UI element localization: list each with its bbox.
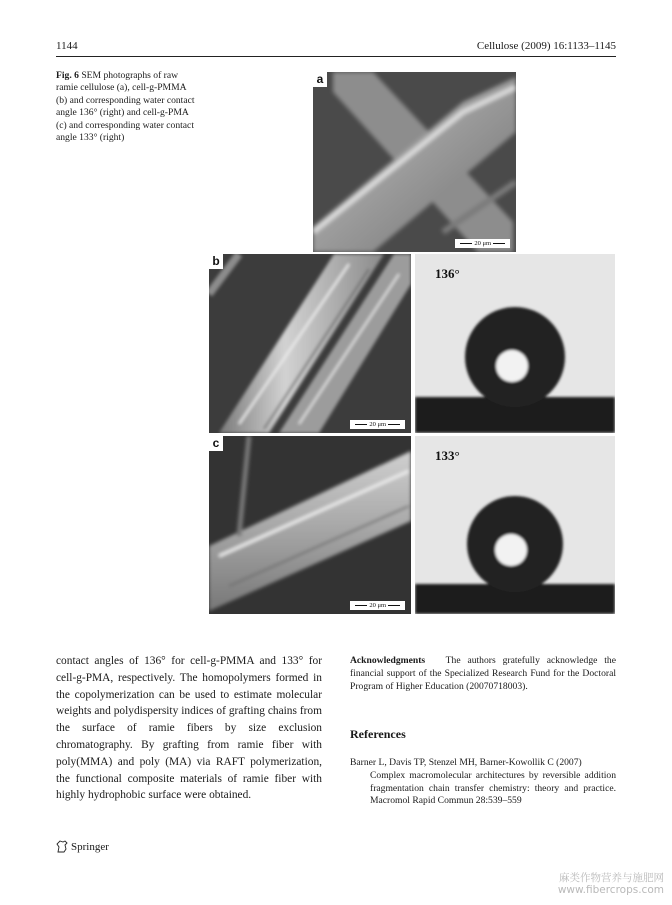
sem-panel-c	[209, 436, 411, 614]
scale-bar-c: 20 μm	[350, 601, 405, 610]
sem-panel-a	[313, 72, 516, 252]
footer	[56, 840, 109, 853]
panel-label-b: b	[209, 254, 223, 269]
figure-caption	[56, 70, 196, 144]
watermark-chinese: 麻类作物营养与施肥网	[559, 872, 664, 884]
reference-details: Complex macromolecular architectures by reversible addition fragmentation chain transfer chemistry: theory and practice. Macromol Rapid Commun 28:539–559	[370, 769, 616, 807]
journal-header: Cellulose (2009) 16:1133–1145	[476, 40, 616, 52]
references-heading: References	[350, 727, 406, 741]
acknowledgments-text: The authors gratefully acknowledge the financial support of the Specialized Research Fund for the Doctoral Program of Higher Education (20070718003).	[350, 655, 616, 692]
acknowledgments-heading: Acknowledgments	[350, 655, 426, 666]
watermark-url: www.fibercrops.com	[557, 884, 664, 896]
scale-bar-b: 20 μm	[350, 420, 405, 429]
contact-angle-b: 136°	[435, 266, 460, 281]
sem-image-c	[209, 436, 411, 614]
acknowledgments	[350, 654, 616, 693]
publisher-name: Springer	[71, 840, 109, 853]
panel-label-a: a	[313, 72, 327, 87]
springer-horse-icon	[56, 840, 68, 853]
reference-item	[350, 757, 616, 808]
panel-label-c: c	[209, 436, 223, 451]
caption-label: Fig. 6	[56, 70, 79, 81]
sem-panel-b	[209, 254, 411, 433]
reference-authors: Barner L, Davis TP, Stenzel MH, Barner-Kowollik C (2007)	[350, 757, 582, 768]
contact-angle-panel-b	[415, 254, 615, 433]
watermark	[558, 872, 664, 896]
body-paragraph: contact angles of 136° for cell-g-PMMA and 133° for cell-g-PMA, respectively. The homopolymers formed in the copolymerization can be used to estimate molecular weights and polydispersity indices of grafting chains from the surface of ramie fibers by size exclusion chromatography. By grafting from ramie fiber with poly(MMA) and poly (MA) via RAFT polymerization, the functional composite materials of ramie fiber with highly hydrophobic surface were obtained.	[56, 655, 322, 802]
sem-image-b	[209, 254, 411, 433]
page-number: 1144	[56, 40, 78, 52]
scale-bar-a: 20 μm	[455, 239, 510, 248]
caption-text: SEM photographs of raw ramie cellulose (a), cell-g-PMMA (b) and corresponding water contact angle 136° (right) and cell-g-PMA (c) and corresponding water contact angle 133° (right)	[56, 70, 195, 144]
contact-angle-panel-c	[415, 436, 615, 614]
contact-angle-c: 133°	[435, 448, 460, 463]
header-rule	[56, 56, 616, 57]
sem-image-a	[313, 72, 516, 252]
